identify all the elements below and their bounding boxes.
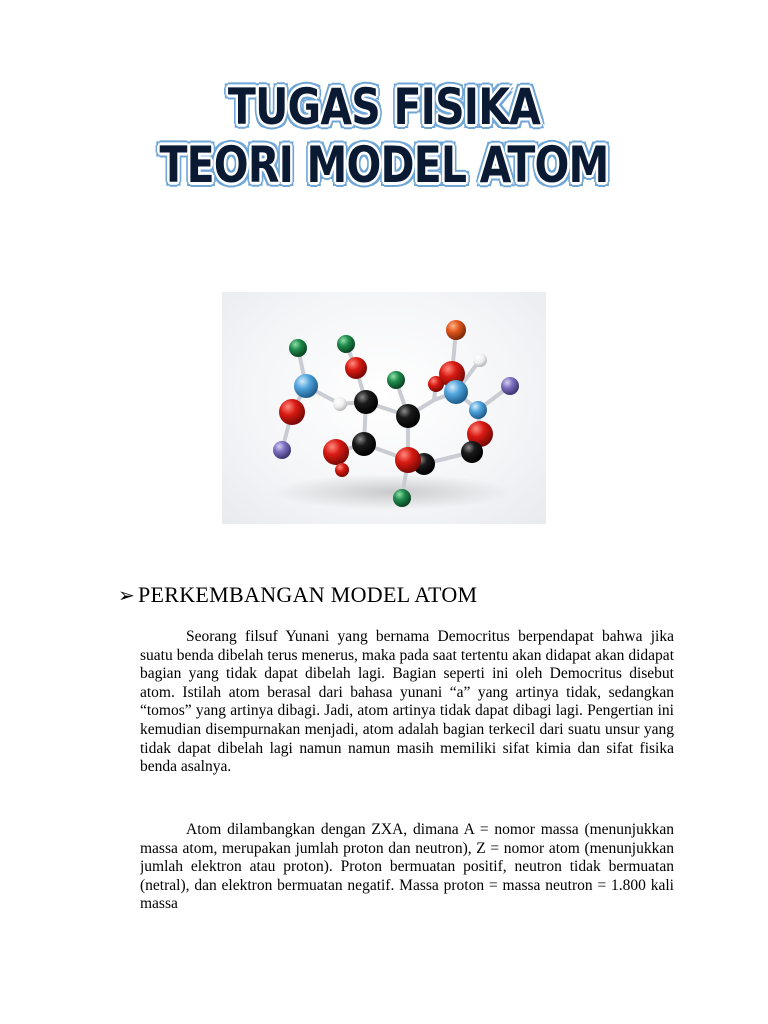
title-line-2: TEORI MODEL ATOM [159,136,609,194]
paragraph-atom-notation: Atom dilambangkan dengan ZXA, dimana A = nomor massa (menunjukkan massa atom, merupakan jumlah proton dan neutron), Z = nomor atom (menunjukkan jumlah elektron atau proton). Proton bermuatan positif, neutron tidak bermuatan (netral), dan elektron bermuatan negatif. Massa proton = massa neutron = 1.800 kali massa [140,821,674,913]
title-line-1: TUGAS FISIKA [227,78,541,136]
section-heading-text: PERKEMBANGAN MODEL ATOM [138,582,478,607]
title-wordart [0,78,768,194]
paragraph-democritus: Seorang filsuf Yunani yang bernama Democritus berpendapat bahwa jika suatu benda dibelah terus menerus, maka pada saat tertentu akan didapat akan didapat bagian yang tidak dapat dibelah lagi. Bagian seperti ini oleh Democritus disebut atom. Istilah atom berasal dari bahasa yunani “a” yang artinya tidak, sedangkan “tomos” yang artinya dibagi. Jadi, atom artinya tidak dapat dibagi lagi. Pengertian ini kemudian disempurnakan menjadi, atom adalah bagian terkecil dari suatu unsur yang tidak dapat dibelah lagi namun namun masih memiliki sifat kimia dan sifat fisika benda asalnya. [140,628,674,776]
molecular-model-image [222,292,546,524]
molecular-model-illustration [222,292,546,524]
section-heading [118,582,477,608]
arrowhead-bullet-icon: ➢ [118,585,136,607]
